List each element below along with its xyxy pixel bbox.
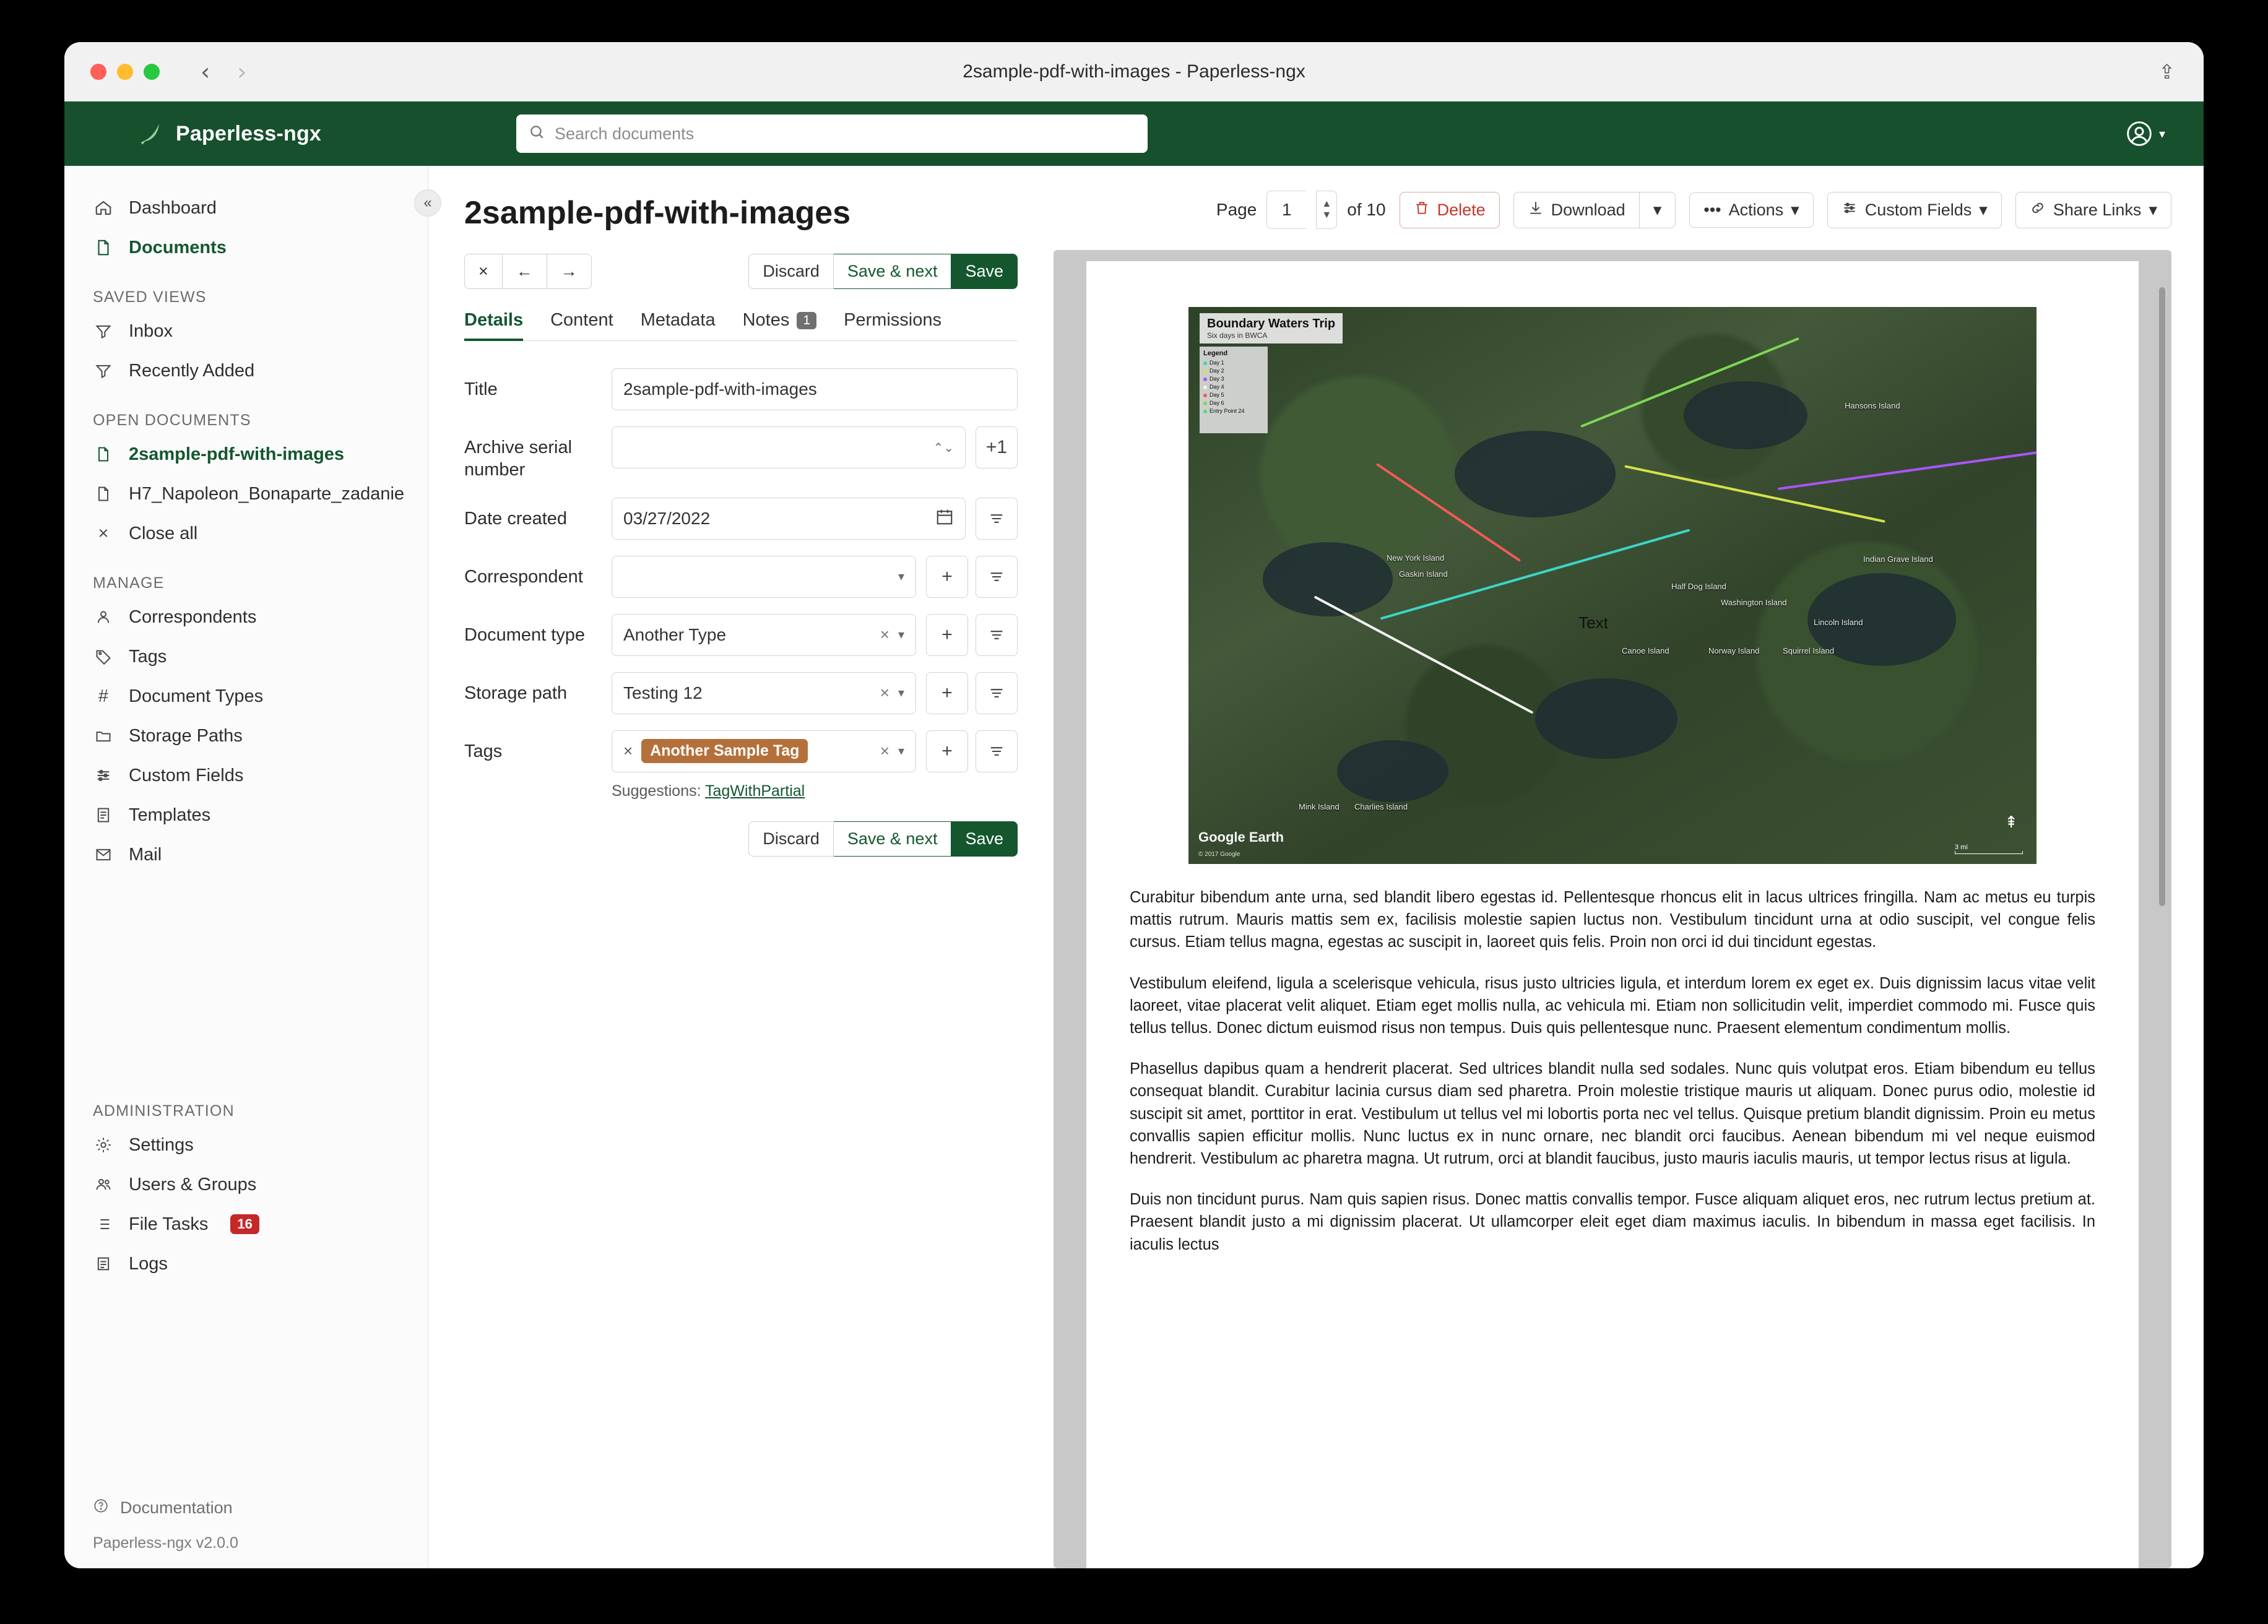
custom-fields-button[interactable] <box>1827 192 2002 228</box>
next-document-button[interactable]: → <box>547 254 592 289</box>
chevron-up-icon[interactable]: ▲ <box>1322 199 1332 210</box>
chevron-down-icon[interactable]: ▾ <box>898 628 904 642</box>
sidebar-item-logs[interactable] <box>64 1244 428 1284</box>
file-icon <box>93 483 114 504</box>
legend-item <box>1203 391 1264 399</box>
legend-item <box>1203 407 1264 415</box>
remove-tag-icon[interactable]: × <box>623 741 633 760</box>
page-input[interactable] <box>1266 191 1306 229</box>
chevron-down-icon: ▾ <box>1979 200 1988 219</box>
correspondent-filter-button[interactable] <box>976 556 1018 598</box>
dots-icon: ••• <box>1703 200 1721 219</box>
tag-suggestions <box>464 782 1018 800</box>
document-type-value: Another Type <box>623 624 727 644</box>
chevron-down-icon: ▾ <box>2149 200 2157 219</box>
file-icon <box>93 444 114 465</box>
sidebar-item-templates[interactable] <box>64 795 428 835</box>
map-subtitle: Six days in BWCA <box>1207 331 1268 340</box>
sidebar-item-users-groups[interactable] <box>64 1165 428 1204</box>
sidebar-item-label: File Tasks <box>129 1214 209 1234</box>
share-links-label: Share Links <box>2053 200 2142 219</box>
sidebar-item-label: Correspondents <box>129 607 257 627</box>
field-row-correspondent <box>464 556 1018 598</box>
tab-label: Details <box>464 310 524 330</box>
app-body <box>64 166 2204 1568</box>
map-place-label: Washington Island <box>1721 598 1787 607</box>
google-earth-logo: Google Earth <box>1198 829 1284 845</box>
brand[interactable] <box>137 121 321 147</box>
actions-label: Actions <box>1728 200 1784 219</box>
page-total: of 10 <box>1347 200 1386 219</box>
sidebar-item-label: 2sample-pdf-with-images <box>129 444 345 464</box>
storage-path-value: Testing 12 <box>623 683 703 702</box>
detail-nav-row <box>464 254 1018 289</box>
pdf-page <box>1086 261 2139 1568</box>
sidebar-item-label: Documents <box>129 237 227 257</box>
app-window <box>64 42 2204 1568</box>
notes-count-badge: 1 <box>797 312 816 329</box>
tag-chip[interactable]: Another Sample Tag <box>641 739 808 763</box>
tab-label: Notes <box>742 310 790 330</box>
suggestions-label: Suggestions: <box>612 782 701 800</box>
viewer-scrollbar[interactable] <box>2159 287 2165 906</box>
sidebar-item-label: Close all <box>129 523 198 543</box>
search-input[interactable] <box>555 124 1135 144</box>
tab-details[interactable] <box>464 310 523 340</box>
sidebar-item-documents[interactable] <box>64 228 428 267</box>
sidebar-item-documentation[interactable] <box>93 1490 428 1526</box>
back-icon[interactable]: ‹ <box>201 58 210 85</box>
sidebar-item-label: Custom Fields <box>129 765 244 785</box>
share-icon[interactable]: ⇪ <box>2158 60 2175 83</box>
filter-icon <box>93 321 114 342</box>
save-button-bottom[interactable]: Save <box>951 821 1018 857</box>
scale-label: 3 mi <box>1955 844 1968 851</box>
suggestion-link[interactable]: TagWithPartial <box>705 782 805 800</box>
date-created-value: 03/27/2022 <box>623 508 711 528</box>
sidebar-item-tags[interactable] <box>64 637 428 676</box>
asn-next-button[interactable]: +1 <box>976 426 1018 469</box>
paperless-logo-icon <box>137 121 163 147</box>
document-nav-buttons[interactable] <box>464 254 592 289</box>
search-icon <box>529 124 545 144</box>
sidebar-item-settings[interactable] <box>64 1125 428 1165</box>
sidebar-item-label: Tags <box>129 646 167 667</box>
legend-label: Day 2 <box>1210 368 1224 374</box>
file-tasks-badge: 16 <box>230 1214 259 1234</box>
delete-button[interactable] <box>1400 192 1500 228</box>
viewer-toolbar <box>1054 191 2171 229</box>
sidebar-item-label: Recently Added <box>129 360 255 381</box>
title-label: Title <box>464 379 498 399</box>
legend-item <box>1203 367 1264 375</box>
close-icon: × <box>98 523 109 543</box>
sidebar-footer <box>64 1490 428 1568</box>
sidebar-collapse-button[interactable]: « <box>414 189 441 217</box>
discard-button-bottom[interactable]: Discard <box>748 821 834 857</box>
sidebar-heading-administration: ADMINISTRATION <box>93 1102 235 1120</box>
clear-tags-icon[interactable]: × <box>880 741 889 760</box>
chevron-down-icon[interactable]: ▾ <box>898 570 904 584</box>
legend-label: Day 1 <box>1210 360 1224 366</box>
close-document-button[interactable]: × <box>464 254 503 289</box>
asn-label: Archive serial number <box>464 438 573 480</box>
tab-metadata[interactable] <box>641 310 716 340</box>
map-legend <box>1200 347 1268 433</box>
chevron-down-icon: ▾ <box>1791 200 1799 219</box>
forward-icon[interactable]: › <box>237 58 247 85</box>
app-header <box>64 102 2204 166</box>
stepper-icon[interactable]: ⌃⌄ <box>933 441 954 455</box>
folder-icon <box>93 725 114 746</box>
map-place-label: Charlies Island <box>1354 802 1408 811</box>
map-place-label: Lincoln Island <box>1814 618 1863 627</box>
sidebar-item-open-doc-1[interactable] <box>64 434 428 474</box>
map-place-label: Norway Island <box>1708 646 1760 655</box>
user-menu[interactable] <box>2126 120 2165 147</box>
tab-label: Metadata <box>640 310 716 330</box>
field-row-title <box>464 368 1018 410</box>
date-created-label: Date created <box>464 508 568 529</box>
save-and-next-button[interactable]: Save & next <box>834 254 952 289</box>
storage-path-label: Storage path <box>464 683 568 703</box>
map-place-label: Mink Island <box>1299 802 1340 811</box>
sidebar-item-label: Mail <box>129 844 162 865</box>
legend-label: Day 6 <box>1210 400 1224 407</box>
map-title: Boundary Waters Trip <box>1207 317 1336 330</box>
sidebar-heading-saved-views: SAVED VIEWS <box>93 288 207 306</box>
legend-label: Day 4 <box>1210 384 1224 391</box>
sidebar-item-close-all[interactable] <box>64 514 428 553</box>
pdf-viewer[interactable] <box>1054 250 2171 1568</box>
page-label: Page <box>1216 200 1257 219</box>
download-button[interactable] <box>1513 192 1640 228</box>
legend-item <box>1203 359 1264 367</box>
list-icon <box>93 1214 114 1235</box>
sidebar-item-label: Storage Paths <box>129 725 243 746</box>
map-place-label: Half Dog Island <box>1671 582 1726 591</box>
legend-title: Legend <box>1203 350 1228 357</box>
home-icon <box>93 197 114 218</box>
window-title: 2sample-pdf-with-images - Paperless-ngx <box>963 61 1305 82</box>
map-scalebar <box>1955 844 2023 854</box>
tags-label: Tags <box>464 741 503 761</box>
sidebar-heading-open-documents: OPEN DOCUMENTS <box>93 412 251 429</box>
chevron-down-icon: ▾ <box>1653 200 1662 219</box>
field-row-document-type <box>464 614 1018 656</box>
legend-item <box>1203 383 1264 391</box>
date-created-input[interactable] <box>612 498 966 540</box>
sidebar-item-recently-added[interactable] <box>64 351 428 391</box>
map-title-box <box>1200 313 1343 343</box>
trash-icon <box>1414 200 1430 220</box>
documentation-label: Documentation <box>120 1498 233 1517</box>
add-document-type-button[interactable]: + <box>926 614 968 656</box>
logs-icon <box>93 1253 114 1274</box>
document-paragraph: Duis non tincidunt purus. Nam quis sapien risus. Donec mattis convallis tempor. Fusce aliquam aliquet eros, nec rutrum lectus pretium at. Praesent blandit justo a mi dignissim placerat. Ut ullamcorper eleit eget diam maximus iaculis. In bibendum in massa eget facilisis. In iaculis lectus <box>1130 1191 2095 1253</box>
save-button-group-bottom[interactable] <box>748 821 1018 857</box>
field-row-storage-path <box>464 672 1018 714</box>
map-credit: © 2017 Google <box>1198 851 1240 858</box>
map-place-label: Canoe Island <box>1622 646 1669 655</box>
add-correspondent-button[interactable]: + <box>926 556 968 598</box>
mail-icon <box>93 844 114 865</box>
documents-icon <box>93 237 114 258</box>
field-row-archive-serial-number <box>464 426 1018 482</box>
download-label: Download <box>1551 200 1625 219</box>
sidebar-item-document-types[interactable] <box>64 676 428 716</box>
users-icon <box>93 1174 114 1195</box>
sidebar-item-label: H7_Napoleon_Bonaparte_zadanie <box>129 483 405 504</box>
tags-select[interactable] <box>612 730 916 772</box>
map-place-label: New York Island <box>1387 553 1445 563</box>
actions-button[interactable] <box>1689 192 1813 228</box>
field-row-tags <box>464 730 1018 772</box>
sliders-icon <box>1842 200 1858 220</box>
sidebar-item-label: Inbox <box>129 321 173 341</box>
sidebar-item-custom-fields[interactable] <box>64 756 428 795</box>
document-paragraph: Vestibulum eleifend, ligula a scelerisque vehicula, risus justo ultricies ligula, et interdum lorem ex eget ex. Duis dignissim lacus vitae velit laoreet, vitae placerat velit aliquet. Etiam eget mollis nulla, ac vehicula mi. Etiam non sollicitudin velit, imperdiet commodo mi. Fusce quis tellus tellus. Donec dictum euismod risus non tempus. Duis quis pellentesque nunc. Praesent elementum condimentum mollis. <box>1130 974 2095 1037</box>
asn-input[interactable] <box>612 426 966 469</box>
correspondent-select[interactable] <box>612 556 916 598</box>
clear-document-type-icon[interactable]: × <box>880 625 889 644</box>
gear-icon <box>93 1134 114 1155</box>
field-row-date-created <box>464 498 1018 540</box>
tab-permissions[interactable] <box>844 310 941 340</box>
storage-path-filter-button[interactable] <box>976 672 1018 714</box>
chevron-down-icon: ▾ <box>2158 127 2165 141</box>
sidebar-item-file-tasks[interactable] <box>64 1204 428 1244</box>
detail-tabs[interactable] <box>464 310 1018 341</box>
map-image <box>1188 307 2036 864</box>
legend-label: Day 3 <box>1210 376 1224 382</box>
person-icon <box>93 607 114 628</box>
chevron-down-icon[interactable]: ▾ <box>898 686 904 700</box>
sidebar-item-label: Settings <box>129 1134 194 1155</box>
document-detail-pane <box>428 166 1054 1568</box>
document-paragraph: Curabitur bibendum ante urna, sed blandit libero egestas id. Pellentesque rhoncus elit in lacus ultrices fringilla. Nam ac metus eu turpis mattis rutrum. Mauris mattis sem ex, facilisis molestie sapien luctus non. Vestibulum tincidunt urna at odio suscipit, vel congue felis cursus. Etiam tellus magna, egestas ac suscipit in, laoreet quis felis. Proin non orci id dui tincidunt egestas. <box>1130 889 2095 951</box>
legend-item <box>1203 399 1264 407</box>
sidebar-heading-manage: MANAGE <box>93 574 165 592</box>
compass-icon: ⇞ <box>2004 813 2018 831</box>
document-type-select[interactable] <box>612 614 916 656</box>
sidebar-item-dashboard[interactable] <box>64 188 428 228</box>
tab-label: Permissions <box>844 310 941 330</box>
sidebar-item-open-doc-2[interactable] <box>64 474 428 514</box>
share-links-button[interactable] <box>2015 192 2171 228</box>
download-button-group[interactable] <box>1513 192 1676 228</box>
avatar-icon <box>2126 120 2153 147</box>
link-icon <box>2030 200 2046 220</box>
sliders-icon <box>93 765 114 786</box>
version-label: Paperless-ngx v2.0.0 <box>93 1534 238 1552</box>
discard-button[interactable]: Discard <box>748 254 834 289</box>
save-buttons-bottom <box>464 821 1018 857</box>
sidebar-item-inbox[interactable] <box>64 311 428 351</box>
calendar-icon[interactable] <box>935 508 954 530</box>
chevron-down-icon[interactable]: ▼ <box>1322 210 1332 220</box>
sidebar-item-label: Document Types <box>129 686 264 706</box>
clear-storage-path-icon[interactable]: × <box>880 683 889 702</box>
tab-content[interactable] <box>550 310 613 340</box>
storage-path-select[interactable] <box>612 672 916 714</box>
map-place-label: Gaskin Island <box>1399 569 1448 579</box>
tab-notes[interactable] <box>743 310 816 340</box>
filter-icon <box>93 360 114 381</box>
sidebar-item-label: Templates <box>129 805 211 825</box>
tags-filter-button[interactable] <box>976 730 1018 772</box>
map-text-overlay: Text <box>1578 613 1608 632</box>
title-input[interactable]: 2sample-pdf-with-images <box>612 368 1018 410</box>
custom-fields-label: Custom Fields <box>1864 200 1972 219</box>
sidebar-item-mail[interactable] <box>64 835 428 875</box>
chevron-down-icon[interactable]: ▾ <box>898 745 904 758</box>
sidebar <box>64 166 432 1568</box>
hash-icon: # <box>98 686 109 706</box>
template-icon <box>93 805 114 826</box>
brand-label: Paperless-ngx <box>176 121 322 145</box>
sidebar-item-label: Dashboard <box>129 197 217 218</box>
help-icon <box>93 1498 109 1518</box>
legend-item <box>1203 375 1264 383</box>
legend-label: Entry Point 24 <box>1210 408 1245 415</box>
document-viewer-pane <box>1054 166 2204 1568</box>
window-titlebar <box>64 42 2204 102</box>
delete-label: Delete <box>1437 200 1486 219</box>
sidebar-item-correspondents[interactable] <box>64 597 428 637</box>
page-title: 2sample-pdf-with-images <box>464 195 851 231</box>
correspondent-label: Correspondent <box>464 566 583 587</box>
add-tag-button[interactable]: + <box>926 730 968 772</box>
page-navigation[interactable] <box>1216 191 1386 229</box>
map-place-label: Squirrel Island <box>1783 646 1835 655</box>
previous-document-button[interactable]: ← <box>503 254 547 289</box>
sidebar-item-label: Logs <box>129 1253 168 1274</box>
legend-label: Day 5 <box>1210 392 1224 399</box>
document-paragraph: Phasellus dapibus quam a hendrerit placerat. Sed ultrices blandit nulla sed sodales. Nunc quis volutpat eros. Etiam bibendum eu tellus consequat blandit. Curabitur lacinia cursus diam sed pharetra. Proin molestie tristique mauris ut aliquam. Donec purus odio, molestie id suscipit sit amet, porttitor in erat. Vestibulum ut tellus vel mi lobortis porta nec vel tellus. Quisque pretium blandit dignissim. Proin eu metus convallis sapien efficitur mollis. Nunc luctus ex in nunc ornare, nec blandit orci faucibus. Aenean bibendum mi vel neque euismod hendrerit. Vestibulum ac pharetra magna. Ut rutrum, orci at blandit faucibus, justo mauris iaculis mauris, ut tempor lectus risus at ligula. <box>1130 1060 2095 1168</box>
search-box[interactable] <box>516 114 1148 153</box>
download-icon <box>1528 200 1544 220</box>
save-buttons-top[interactable] <box>748 254 1018 289</box>
save-and-next-button-bottom[interactable]: Save & next <box>834 821 952 857</box>
date-created-filter-button[interactable] <box>976 498 1018 540</box>
document-type-filter-button[interactable] <box>976 614 1018 656</box>
add-storage-path-button[interactable]: + <box>926 672 968 714</box>
document-type-label: Document type <box>464 624 586 645</box>
map-place-label: Hansons Island <box>1845 401 1900 410</box>
sidebar-item-label: Users & Groups <box>129 1174 257 1194</box>
tag-icon <box>93 646 114 667</box>
download-dropdown-button[interactable] <box>1640 192 1676 228</box>
sidebar-item-storage-paths[interactable] <box>64 716 428 756</box>
map-place-label: Indian Grave Island <box>1863 555 1933 564</box>
page-stepper[interactable] <box>1316 191 1337 229</box>
save-button[interactable]: Save <box>951 254 1018 289</box>
tab-label: Content <box>550 310 613 330</box>
